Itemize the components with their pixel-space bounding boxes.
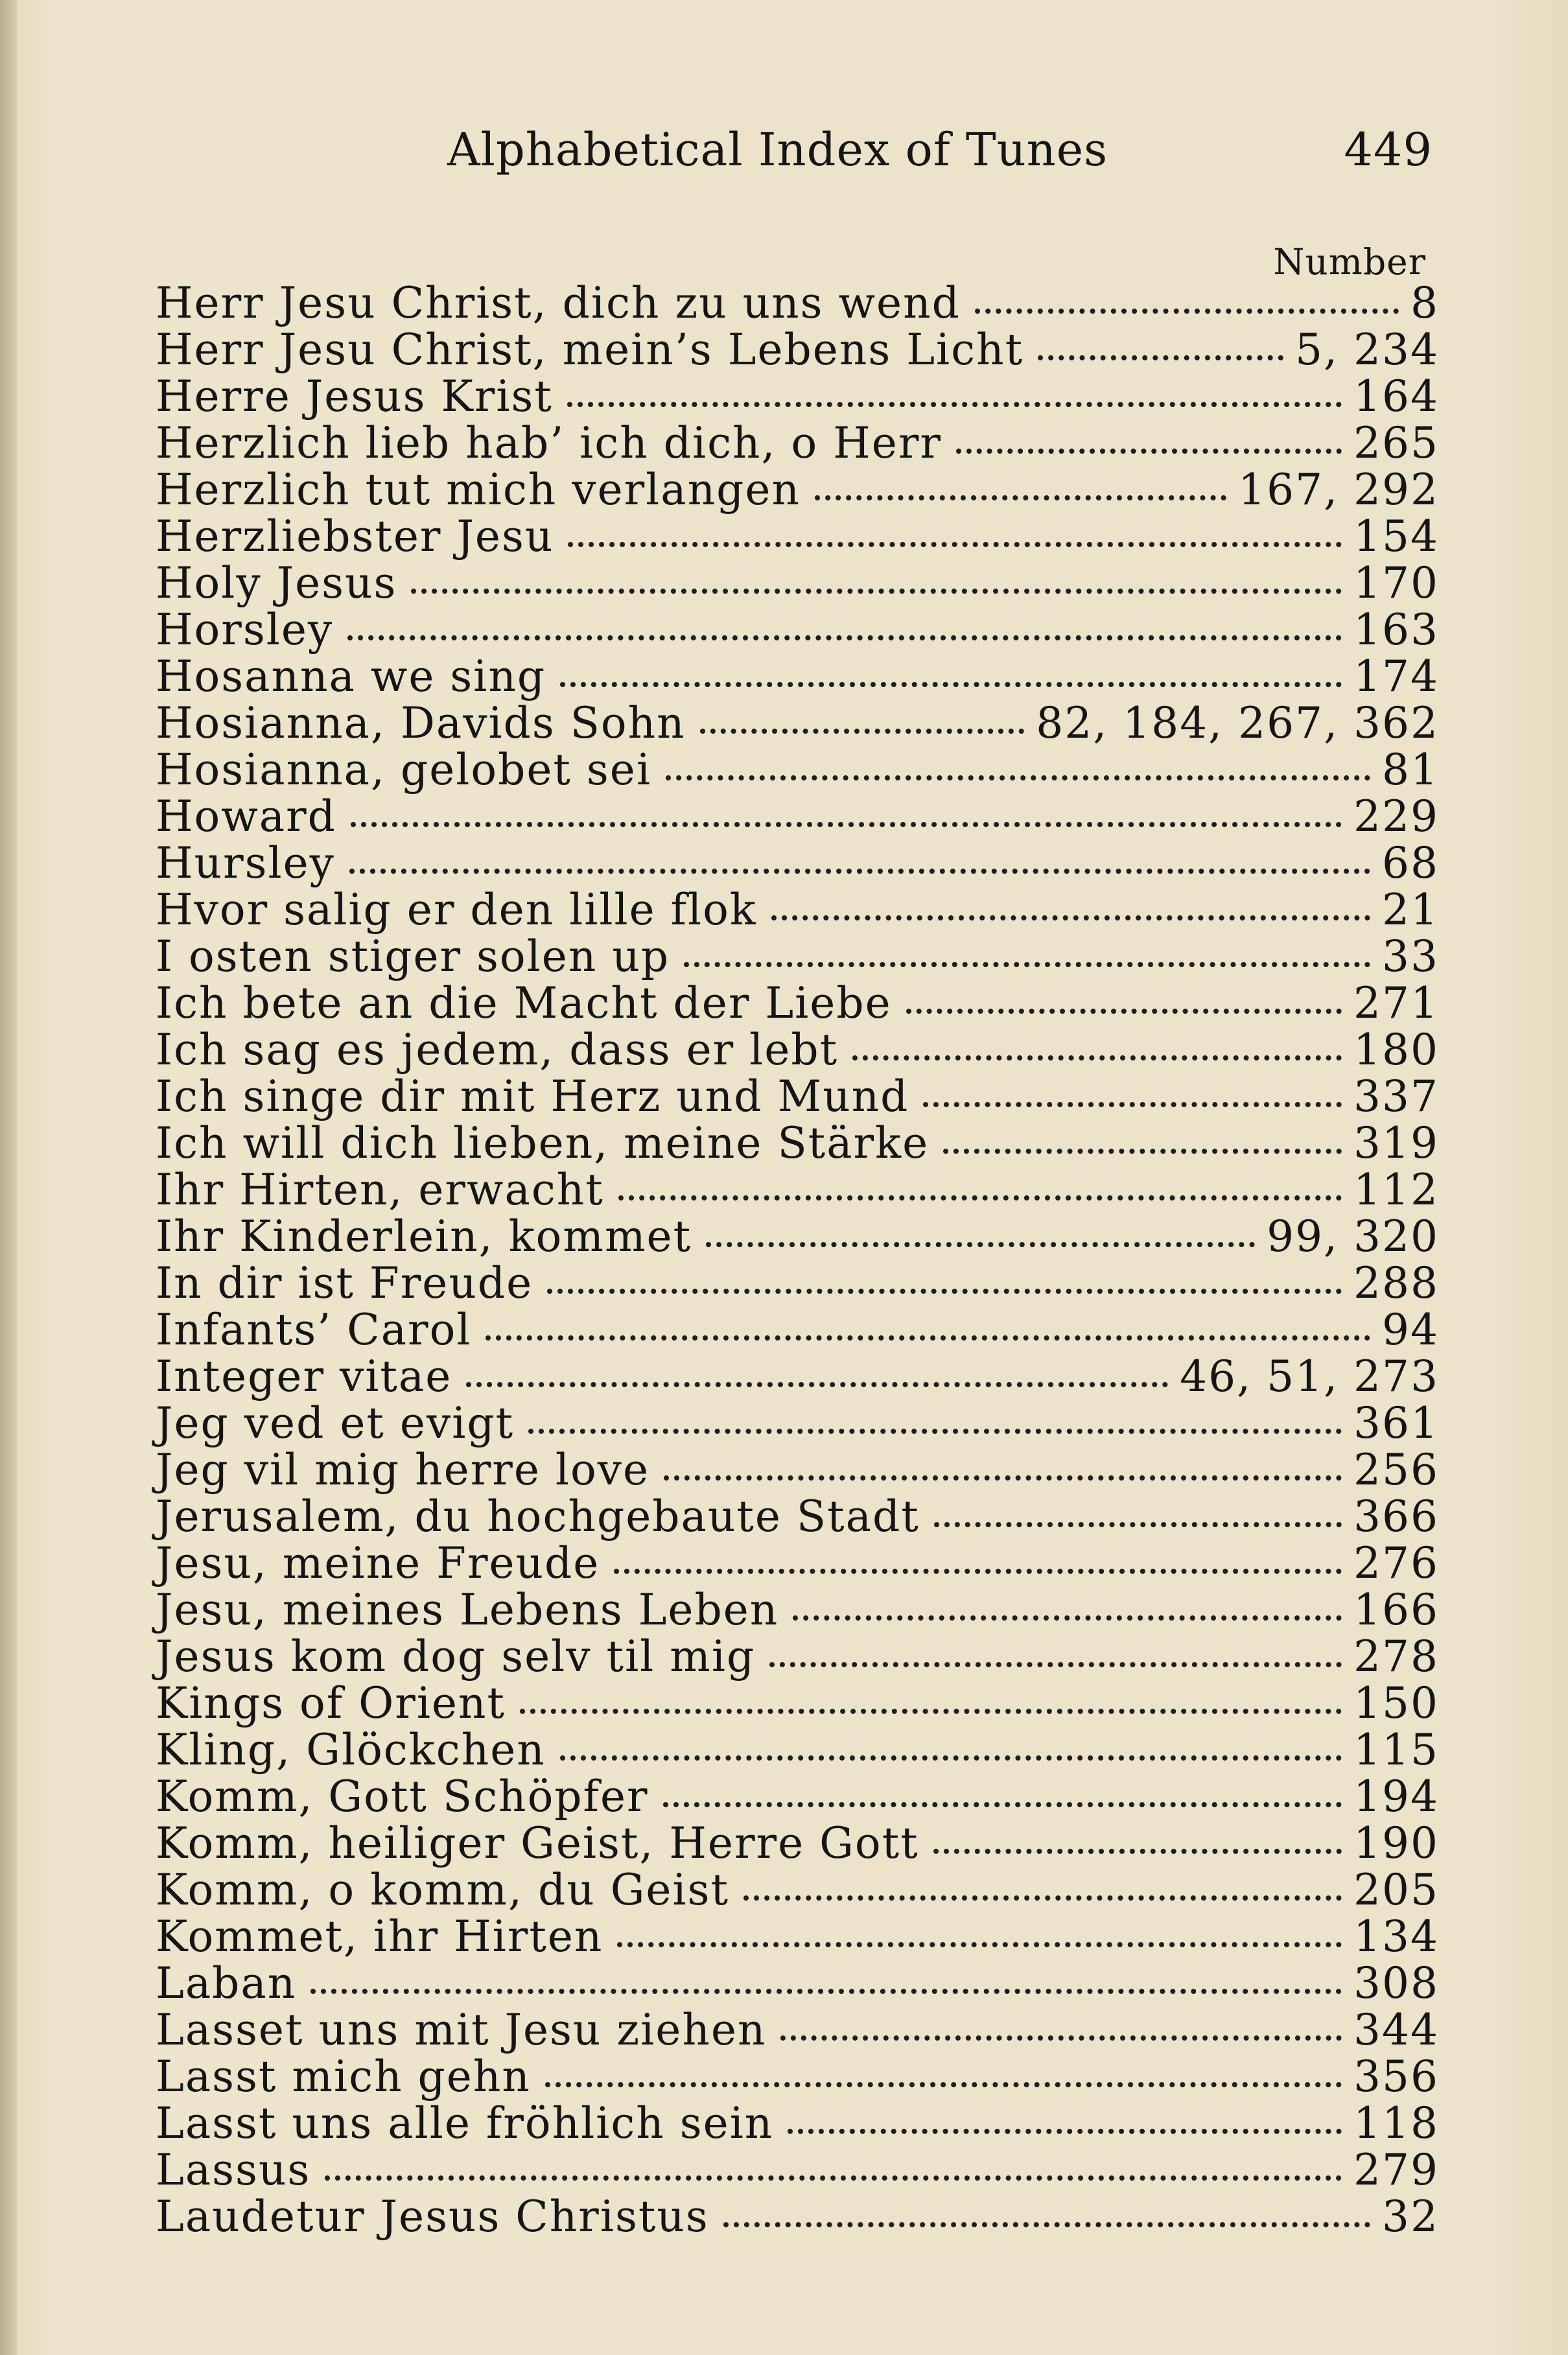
- tune-name: I osten stiger solen up: [156, 931, 670, 981]
- index-entry: [156, 980, 1439, 1027]
- hymn-numbers: 174: [1353, 651, 1439, 701]
- tune-name: Herzlich tut mich verlangen: [156, 465, 801, 515]
- tune-name: Holy Jesus: [156, 558, 397, 608]
- dot-leader: [793, 1615, 1342, 1621]
- index-entry: [156, 700, 1439, 747]
- index-entry: [156, 373, 1439, 420]
- dot-leader: [310, 1989, 1342, 1994]
- hymn-numbers: 356: [1353, 2052, 1439, 2102]
- index-entry: [156, 747, 1439, 793]
- tune-name: Lasset uns mit Jesu ziehen: [156, 2005, 767, 2055]
- dot-leader: [528, 1429, 1342, 1434]
- hymn-numbers: 256: [1353, 1445, 1439, 1495]
- tune-index-list: [156, 280, 1439, 2240]
- dot-leader: [1038, 355, 1283, 360]
- index-entry: [156, 1353, 1439, 1400]
- index-entry: [156, 1914, 1439, 1960]
- index-entry: [156, 1400, 1439, 1447]
- page-number: 449: [1344, 123, 1433, 176]
- hymn-numbers: 46, 51, 273: [1180, 1352, 1439, 1401]
- tune-name: Jesu, meines Lebens Leben: [156, 1585, 779, 1635]
- dot-leader: [666, 775, 1370, 780]
- hymn-numbers: 150: [1353, 1678, 1439, 1728]
- hymn-numbers: 205: [1353, 1865, 1439, 1915]
- index-entry: [156, 2007, 1439, 2054]
- index-entry: [156, 1027, 1439, 1073]
- tune-name: Ihr Kinderlein, kommet: [156, 1212, 692, 1261]
- dot-leader: [349, 869, 1370, 874]
- tune-name: Laban: [156, 1958, 297, 2008]
- index-entry: [156, 1867, 1439, 1914]
- index-entry: [156, 887, 1439, 933]
- hymn-numbers: 5, 234: [1295, 325, 1439, 375]
- hymn-numbers: 99, 320: [1267, 1212, 1439, 1261]
- tune-name: Herre Jesus Krist: [156, 371, 553, 421]
- dot-leader: [567, 402, 1342, 407]
- tune-name: Howard: [156, 791, 336, 841]
- index-entry: [156, 2100, 1439, 2147]
- running-head: [447, 117, 1433, 188]
- hymn-numbers: 32: [1382, 2192, 1439, 2242]
- tune-name: Integer vitae: [156, 1352, 452, 1401]
- hymn-numbers: 82, 184, 267, 362: [1036, 698, 1439, 748]
- tune-name: Ich sag es jedem, dass er lebt: [156, 1025, 839, 1075]
- dot-leader: [956, 449, 1342, 454]
- hymn-numbers: 167, 292: [1238, 465, 1439, 515]
- dot-leader: [943, 1149, 1342, 1154]
- index-entry: [156, 1260, 1439, 1307]
- index-entry: [156, 1960, 1439, 2007]
- dot-leader: [560, 1755, 1342, 1761]
- hymn-numbers: 308: [1353, 1958, 1439, 2008]
- hymn-numbers: 94: [1382, 1305, 1439, 1355]
- tune-name: Lasst uns alle fröhlich sein: [156, 2098, 774, 2148]
- tune-name: Komm, o komm, du Geist: [156, 1865, 729, 1915]
- dot-leader: [663, 1802, 1342, 1807]
- dot-leader: [933, 1849, 1342, 1854]
- index-entry: [156, 1727, 1439, 1774]
- page-binding-edge: [0, 0, 17, 2355]
- hymn-numbers: 366: [1353, 1492, 1439, 1541]
- tune-name: Hosianna, gelobet sei: [156, 745, 651, 795]
- tune-name: In dir ist Freude: [156, 1258, 533, 1308]
- hymn-numbers: 276: [1353, 1538, 1439, 1588]
- index-entry: [156, 1680, 1439, 1727]
- hymn-numbers: 164: [1353, 371, 1439, 421]
- hymn-numbers: 180: [1353, 1025, 1439, 1075]
- tune-name: Herr Jesu Christ, dich zu uns wend: [156, 278, 961, 328]
- tune-name: Hosianna, Davids Sohn: [156, 698, 686, 748]
- hymn-numbers: 265: [1353, 418, 1439, 468]
- index-entry: [156, 327, 1439, 373]
- tune-name: Lasst mich gehn: [156, 2052, 531, 2102]
- hymn-numbers: 278: [1353, 1632, 1439, 1681]
- tune-name: Herzliebster Jesu: [156, 511, 554, 561]
- hymn-numbers: 194: [1353, 1772, 1439, 1822]
- dot-leader: [411, 589, 1342, 594]
- tune-name: Ich will dich lieben, meine Stärke: [156, 1118, 930, 1168]
- tune-name: Jerusalem, du hochgebaute Stadt: [156, 1492, 920, 1541]
- tune-name: Kommet, ihr Hirten: [156, 1912, 603, 1962]
- hymn-numbers: 134: [1353, 1912, 1439, 1962]
- dot-leader: [486, 1335, 1370, 1341]
- tune-name: Laudetur Jesus Christus: [156, 2192, 709, 2242]
- hymn-numbers: 170: [1353, 558, 1439, 608]
- index-entry: [156, 653, 1439, 700]
- index-entry: [156, 560, 1439, 607]
- dot-leader: [723, 2222, 1370, 2227]
- dot-leader: [769, 1662, 1342, 1667]
- index-entry: [156, 1774, 1439, 1820]
- hymn-numbers: 8: [1410, 278, 1439, 328]
- dot-leader: [934, 1522, 1342, 1527]
- hymn-numbers: 33: [1382, 931, 1439, 981]
- tune-name: Komm, heiliger Geist, Herre Gott: [156, 1818, 919, 1868]
- index-entry: [156, 793, 1439, 840]
- tune-name: Herr Jesu Christ, mein’s Lebens Licht: [156, 325, 1024, 375]
- tune-name: Jeg ved et evigt: [156, 1398, 515, 1448]
- tune-name: Hvor salig er den lille flok: [156, 885, 757, 935]
- tune-name: Kings of Orient: [156, 1678, 506, 1728]
- dot-leader: [788, 2129, 1342, 2134]
- index-entry: [156, 2054, 1439, 2100]
- hymn-numbers: 279: [1353, 2145, 1439, 2195]
- index-entry: [156, 933, 1439, 980]
- hymn-numbers: 166: [1353, 1585, 1439, 1635]
- dot-leader: [466, 1382, 1168, 1387]
- dot-leader: [700, 729, 1025, 734]
- dot-leader: [617, 1942, 1342, 1947]
- hymn-numbers: 81: [1382, 745, 1439, 795]
- tune-name: Lassus: [156, 2145, 311, 2195]
- hymn-numbers: 319: [1353, 1118, 1439, 1168]
- tune-name: Herzlich lieb hab’ ich dich, o Herr: [156, 418, 942, 468]
- index-entry: [156, 467, 1439, 513]
- dot-leader: [618, 1195, 1342, 1201]
- dot-leader: [771, 915, 1370, 920]
- hymn-numbers: 21: [1382, 885, 1439, 935]
- hymn-numbers: 361: [1353, 1398, 1439, 1448]
- page-title: Alphabetical Index of Tunes: [447, 123, 1108, 176]
- index-entry: [156, 1494, 1439, 1540]
- index-entry: [156, 1634, 1439, 1680]
- dot-leader: [923, 1102, 1342, 1107]
- tune-name: Komm, Gott Schöpfer: [156, 1772, 649, 1822]
- index-entry: [156, 1820, 1439, 1867]
- index-entry: [156, 2194, 1439, 2240]
- tune-name: Horsley: [156, 605, 334, 655]
- dot-leader: [351, 822, 1342, 827]
- index-entry: [156, 1587, 1439, 1634]
- dot-leader: [325, 2175, 1342, 2181]
- tune-name: Hursley: [156, 838, 335, 888]
- dot-leader: [815, 495, 1226, 500]
- tune-name: Hosanna we sing: [156, 651, 546, 701]
- index-entry: [156, 1213, 1439, 1260]
- number-column-label: Number: [1273, 241, 1426, 283]
- dot-leader: [664, 1475, 1342, 1481]
- tune-name: Jesus kom dog selv til mig: [156, 1632, 756, 1681]
- dot-leader: [780, 2035, 1342, 2041]
- hymn-numbers: 271: [1353, 978, 1439, 1028]
- index-entry: [156, 2147, 1439, 2194]
- tune-name: Ich singe dir mit Herz und Mund: [156, 1072, 909, 1121]
- index-entry: [156, 1307, 1439, 1353]
- tune-name: Ich bete an die Macht der Liebe: [156, 978, 892, 1028]
- index-entry: [156, 840, 1439, 887]
- dot-leader: [560, 682, 1342, 687]
- index-entry: [156, 1167, 1439, 1213]
- hymn-numbers: 115: [1353, 1725, 1439, 1775]
- tune-name: Ihr Hirten, erwacht: [156, 1165, 604, 1215]
- dot-leader: [684, 962, 1370, 967]
- index-entry: [156, 513, 1439, 560]
- dot-leader: [568, 542, 1342, 547]
- dot-leader: [975, 309, 1399, 314]
- hymn-numbers: 190: [1353, 1818, 1439, 1868]
- dot-leader: [852, 1055, 1342, 1060]
- hymn-numbers: 288: [1353, 1258, 1439, 1308]
- hymn-numbers: 68: [1382, 838, 1439, 888]
- tune-name: Infants’ Carol: [156, 1305, 472, 1355]
- index-entry: [156, 280, 1439, 327]
- index-entry: [156, 1073, 1439, 1120]
- hymn-numbers: 337: [1353, 1072, 1439, 1121]
- hymn-numbers: 229: [1353, 791, 1439, 841]
- index-entry: [156, 607, 1439, 653]
- tune-name: Jeg vil mig herre love: [156, 1445, 650, 1495]
- tune-name: Jesu, meine Freude: [156, 1538, 600, 1588]
- dot-leader: [520, 1709, 1342, 1714]
- dot-leader: [547, 1289, 1342, 1294]
- index-entry: [156, 1120, 1439, 1167]
- index-entry: [156, 1447, 1439, 1494]
- index-entry: [156, 420, 1439, 467]
- dot-leader: [743, 1895, 1342, 1901]
- tune-name: Kling, Glöckchen: [156, 1725, 546, 1775]
- dot-leader: [347, 635, 1342, 640]
- hymn-numbers: 154: [1353, 511, 1439, 561]
- index-entry: [156, 1540, 1439, 1587]
- hymn-numbers: 118: [1353, 2098, 1439, 2148]
- hymn-numbers: 112: [1353, 1165, 1439, 1215]
- dot-leader: [614, 1569, 1342, 1574]
- hymn-numbers: 163: [1353, 605, 1439, 655]
- dot-leader: [906, 1009, 1342, 1014]
- dot-leader: [706, 1242, 1255, 1247]
- hymn-numbers: 344: [1353, 2005, 1439, 2055]
- dot-leader: [545, 2082, 1342, 2087]
